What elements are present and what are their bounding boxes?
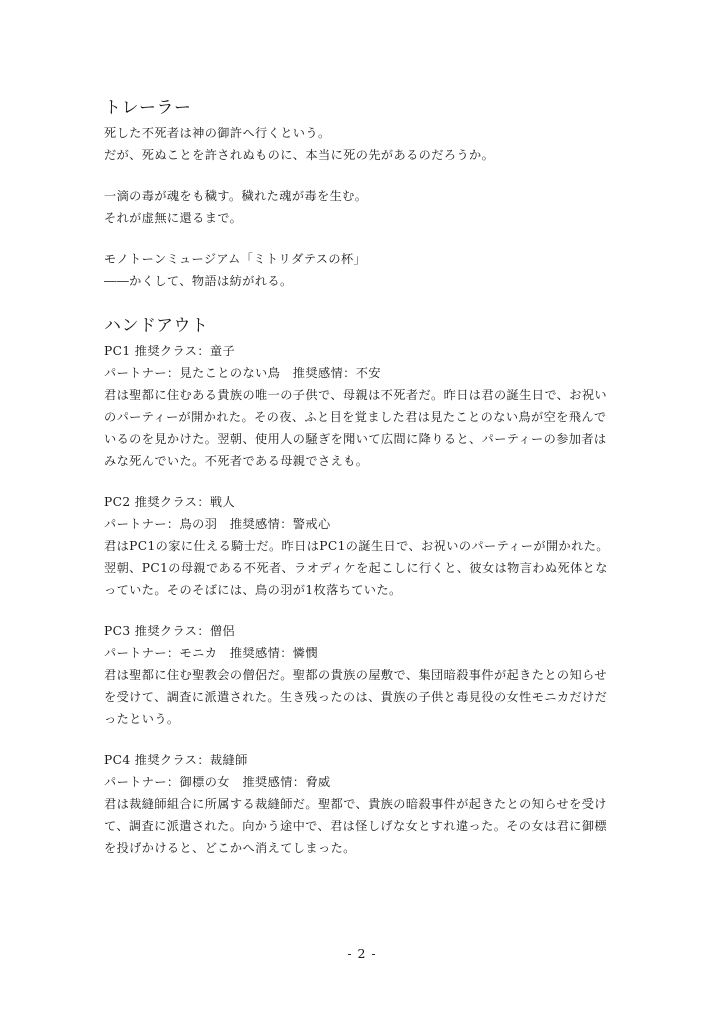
pc-title: PC1 推奨クラス：童子: [104, 344, 236, 358]
document-page: [104, 96, 624, 859]
paragraph-gap: [104, 166, 624, 185]
pc-title: PC3 推奨クラス：僧侶: [104, 624, 236, 638]
trailer-line: ――かくして、物語は紡がれる。: [104, 274, 293, 288]
pc2-handout: [104, 491, 624, 601]
trailer-line: 死した不死者は神の御許へ行くという。: [104, 126, 331, 140]
pc-partner: パートナー：見たことのない鳥 推奨感情：不安: [104, 366, 381, 380]
pc3-handout: [104, 620, 624, 730]
pc4-handout: [104, 749, 624, 859]
pc-title: PC4 推奨クラス：裁縫師: [104, 753, 248, 767]
pc-body-line: いるのを見かけた。翌朝、使用人の騒ぎを聞いて広間に降りると、パーティーの参加者は: [104, 432, 607, 446]
paragraph-gap: [104, 229, 624, 248]
pc-body-line: 君は聖都に住むある貴族の唯一の子供で、母親は不死者だ。昨日は君の誕生日で、お祝い: [104, 388, 608, 402]
pc-body-line: のパーティーが開かれた。その夜、ふと目を覚ました君は見たことのない鳥が空を飛んで: [104, 410, 607, 424]
pc-body-line: 君は聖都に住む聖教会の僧侶だ。聖都の貴族の屋敷で、集団暗殺事件が起きたとの知らせ: [104, 668, 607, 682]
pc-body-line: 君は裁縫師組合に所属する裁縫師だ。聖都で、貴族の暗殺事件が起きたとの知らせを受け: [104, 797, 607, 811]
handout-section: [104, 314, 624, 859]
pc-body-line: っていた。そのそばには、鳥の羽が1枚落ちていた。: [104, 583, 402, 597]
pc-body-line: 翌朝、PC1の母親である不死者、ラオディケを起こしに行くと、彼女は物言わぬ死体とな: [104, 561, 608, 575]
trailer-section: [104, 96, 624, 292]
pc-body-line: て、調査に派遣された。向かう途中で、君は怪しげな女とすれ違った。その女は君に御標: [104, 819, 608, 833]
trailer-line: それが虚無に還るまで。: [104, 211, 243, 225]
pc-partner: パートナー：モニカ 推奨感情：憐憫: [104, 646, 318, 660]
pc-body-line: ったという。: [104, 712, 180, 726]
pc-body-line: みな死んでいた。不死者である母親でさえも。: [104, 454, 369, 468]
pc-body-line: を受けて、調査に派遣された。生き残ったのは、貴族の子供と毒見役の女性モニカだけだ: [104, 690, 608, 704]
trailer-line: だが、死ぬことを許されぬものに、本当に死の先があるのだろうか。: [104, 148, 495, 162]
trailer-line: モノトーンミュージアム「ミトリダテスの杯」: [104, 252, 367, 266]
pc1-handout: [104, 340, 624, 472]
paragraph-gap: [104, 472, 624, 491]
pc-partner: パートナー：御標の女 推奨感情：脅威: [104, 775, 331, 789]
page-number: - 2 -: [347, 946, 377, 961]
section-gap: [104, 292, 624, 314]
trailer-heading: トレーラー: [104, 98, 192, 118]
paragraph-gap: [104, 601, 624, 620]
handout-heading: ハンドアウト: [104, 316, 209, 336]
pc-title: PC2 推奨クラス：戦人: [104, 495, 236, 509]
pc-body-line: 君はPC1の家に仕える騎士だ。昨日はPC1の誕生日で、お祝いのパーティーが開かれた。: [104, 539, 609, 553]
trailer-line: 一滴の毒が魂をも穢す。穢れた魂が毒を生む。: [104, 189, 368, 203]
paragraph-gap: [104, 730, 624, 749]
pc-body-line: を投げかけると、どこかへ消えてしまった。: [104, 841, 356, 855]
pc-partner: パートナー：鳥の羽 推奨感情：警戒心: [104, 517, 331, 531]
